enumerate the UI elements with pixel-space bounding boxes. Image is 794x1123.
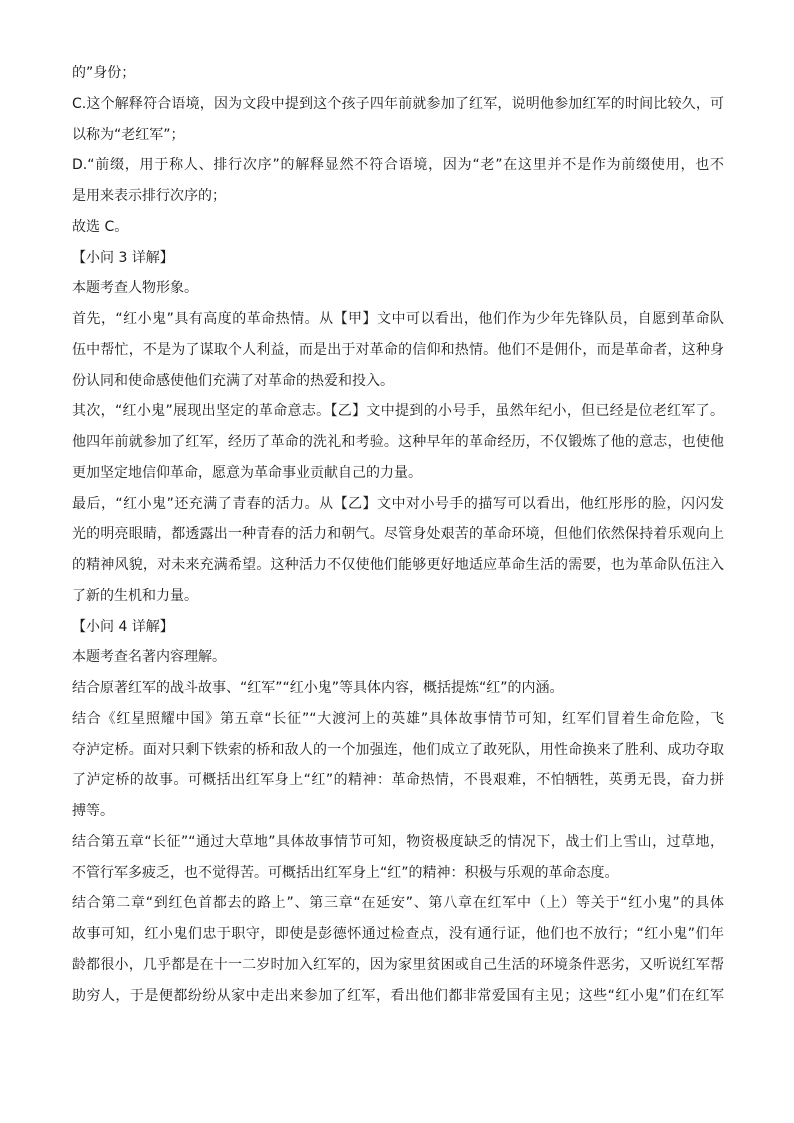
text-line: 结合原著红军的战斗故事、“红军”“红小鬼”等具体内容，概括提炼“红”的内涵。 [72,680,564,696]
text-line: 故选 C。 [72,218,129,235]
text-line: 是用来表示排行次序的； [72,188,226,204]
text-line: 的精神风貌，对未来充满希望。这种活力不仅使他们能够更好地适应革命生活的需要，也为革命队伍注入 [72,557,724,573]
text-line: 更加坚定地信仰革命，愿意为革命事业贡献自己的力量。 [72,464,422,481]
text-line: 的”身份； [72,65,136,81]
text-line: 结合《红星照耀中国》第五章“长征”“大渡河上的英雄”具体故事情节可知，红军们冒着生命危险，飞 [72,710,724,727]
text-line: 最后，“红小鬼”还充满了青春的活力。从【乙】文中对小号手的描写可以看出，他红彤彤的脸，闪闪发 [72,495,724,512]
text-line: C.这个解释符合语境，因为文段中提到这个孩子四年前就参加了红军，说明他参加红军的时间比较久，可 [72,95,724,112]
answer-explanation-text [72,63,724,1016]
text-line: 搏等。 [72,803,114,819]
text-line: 其次，“红小鬼”展现出坚定的革命意志。【乙】文中提到的小号手，虽然年纪小，但已经是位老红军了。 [72,403,724,420]
text-line: D.“前缀，用于称人、排行次序”的解释显然不符合语境，因为“老”在这里并不是作为前缀使用，也不 [72,157,724,174]
text-line: 以称为“老红军”； [72,126,185,143]
text-line: 伍中帮忙，不是为了谋取个人利益，而是出于对革命的信仰和热情。他们不是佣仆，而是革命者，这种身 [72,341,724,358]
text-line: 光的明亮眼睛，都透露出一种青春的活力和朝气。尽管身处艰苦的革命环境，但他们依然保持着乐观向上 [72,526,724,543]
text-line: 份认同和使命感使他们充满了对革命的热爱和投入。 [72,372,394,389]
text-line: 夺泸定桥。面对只剩下铁索的桥和敌人的一个加强连，他们成立了敢死队，用性命换来了胜利、成功夺取 [72,741,724,758]
text-line: 结合第二章“到红色首都去的路上”、第三章“在延安”、第八章在红军中（上）等关于“红小鬼”的具体 [72,895,724,912]
section-heading-q4: 【小问 4 详解】 [72,618,174,635]
text-line: 本题考查名著内容理解。 [72,649,226,666]
text-line: 了新的生机和力量。 [72,587,198,604]
section-heading-q3: 【小问 3 详解】 [72,249,174,266]
text-line: 首先，“红小鬼”具有高度的革命热情。从【甲】文中可以看出，他们作为少年先锋队员，自愿到革命队 [72,311,724,327]
text-line: 本题考查人物形象。 [72,280,198,297]
text-line: 结合第五章“长征”“通过大草地”具体故事情节可知，物资极度缺乏的情况下，战士们上雪山，过草地， [72,833,724,850]
text-line: 龄都很小，几乎都是在十一二岁时加入红军的，因为家里贫困或自己生活的环境条件恶劣，又听说红军帮 [72,956,724,973]
text-line: 不管行军多疲乏，也不觉得苦。可概括出红军身上“红”的精神：积极与乐观的革命态度。 [72,864,619,881]
text-line: 他四年前就参加了红军，经历了革命的洗礼和考验。这种早年的革命经历，不仅锻炼了他的意志，也使他 [72,434,724,450]
text-line: 助穷人，于是便都纷纷从家中走出来参加了红军，看出他们都非常爱国有主见；这些“红小鬼”们在红军 [72,987,724,1004]
text-line: 了泸定桥的故事。可概括出红军身上“红”的精神：革命热情，不畏艰难，不怕牺牲，英勇无畏，奋力拼 [72,772,724,789]
text-line: 故事可知，红小鬼们忠于职守，即使是彭德怀通过检查点，没有通行证，他们也不放行；“红小鬼”们年 [72,926,724,942]
